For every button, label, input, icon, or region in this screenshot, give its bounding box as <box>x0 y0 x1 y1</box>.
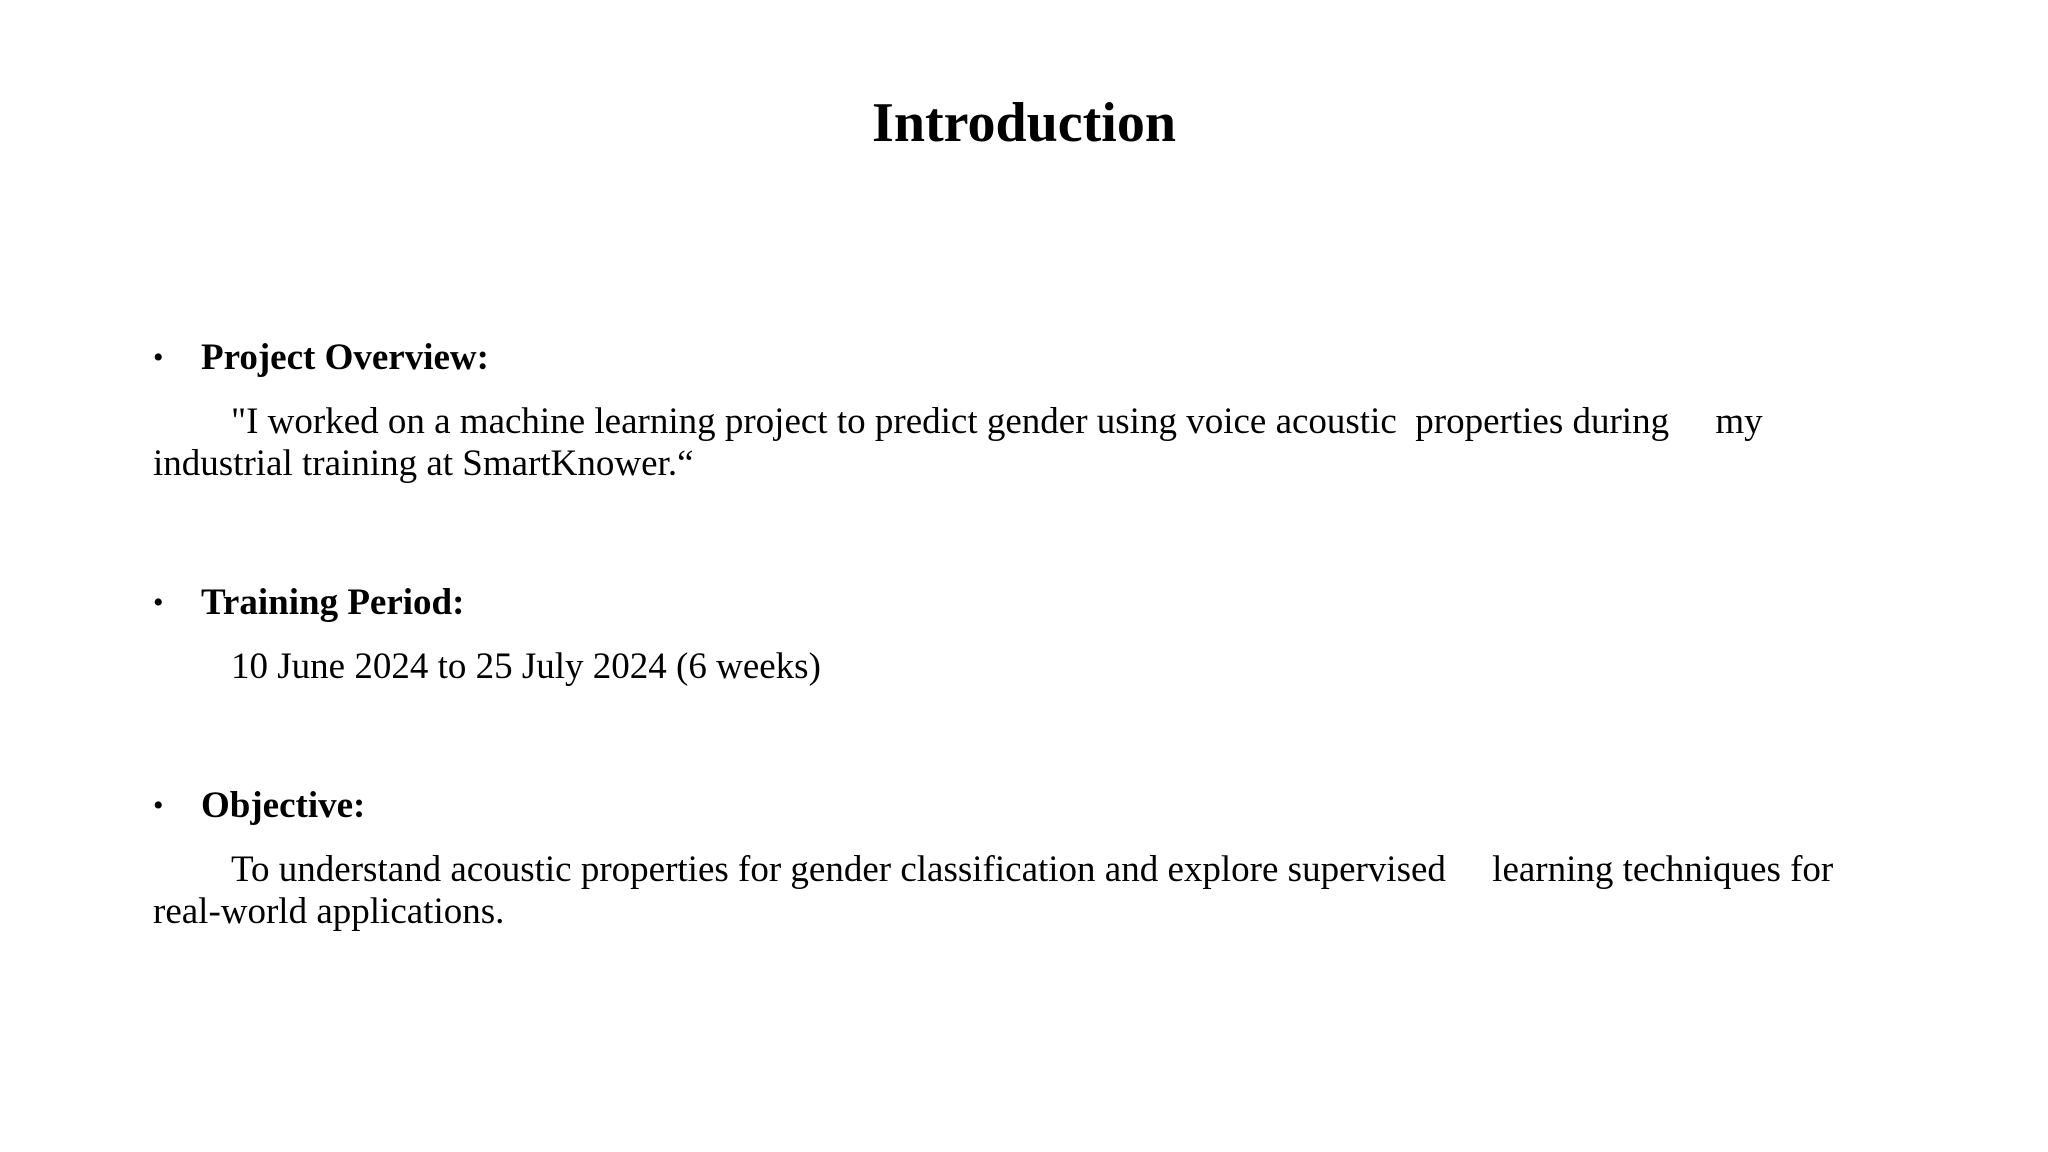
section-heading: Objective: <box>201 785 366 826</box>
section-heading: Training Period: <box>201 582 465 623</box>
bullet-icon: • <box>153 789 164 822</box>
section-body-text: 10 June 2024 to 25 July 2024 (6 weeks) <box>231 646 821 687</box>
section-body-text: To understand acoustic properties for gender classification and explore supervised learning techniques for real-world applications. <box>153 849 1843 932</box>
section-training-period <box>153 580 1853 688</box>
bullet-icon: • <box>153 586 164 619</box>
bullet-icon: • <box>153 341 164 374</box>
bullet-row <box>153 580 1853 626</box>
section-heading: Project Overview: <box>201 337 489 378</box>
section-project-overview <box>153 335 1853 485</box>
slide-title: Introduction <box>872 92 1176 154</box>
section-body-text: "I worked on a machine learning project to predict gender using voice acoustic properties during my industrial training at SmartKnower.“ <box>153 401 1772 484</box>
bullet-row <box>153 335 1853 381</box>
bullet-row <box>153 783 1853 829</box>
section-objective <box>153 783 1853 933</box>
